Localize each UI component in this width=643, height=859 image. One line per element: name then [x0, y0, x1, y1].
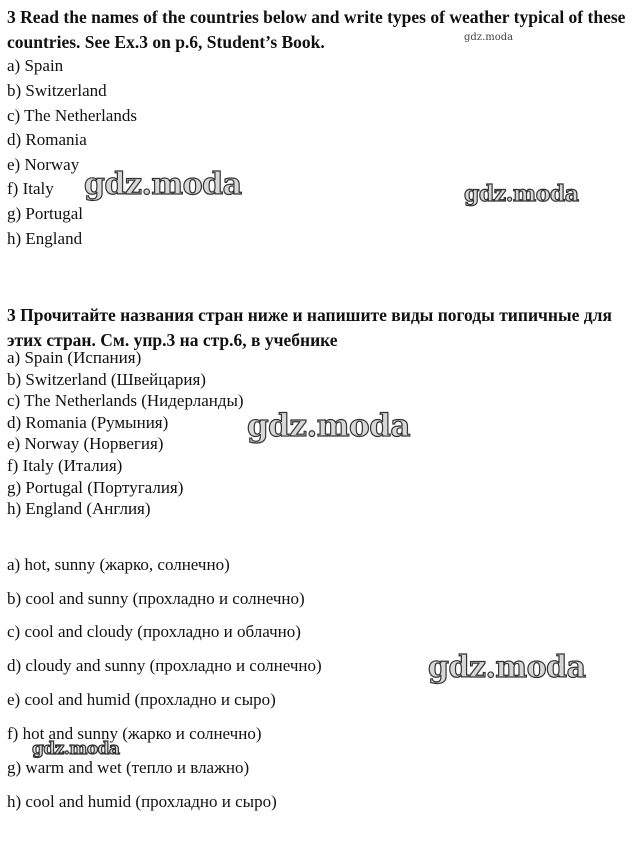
country-item-g: g) Portugal: [7, 204, 84, 223]
answer-g: g) warm and wet (тепло и влажно): [7, 758, 250, 777]
country-item-ru-d: d) Romania (Румыния): [7, 413, 169, 432]
answer-a: a) hot, sunny (жарко, солнечно): [7, 555, 230, 574]
country-item-ru-a: a) Spain (Испания): [7, 348, 142, 367]
country-item-e: e) Norway: [7, 155, 80, 174]
country-item-ru-b: b) Switzerland (Швейцария): [7, 370, 206, 389]
country-item-b: b) Switzerland: [7, 81, 107, 100]
watermark: gdz.moda: [32, 739, 120, 759]
answer-d: d) cloudy and sunny (прохладно и солнечно): [7, 656, 322, 675]
watermark: gdz.moda: [247, 408, 410, 444]
answer-c: c) cool and cloudy (прохладно и облачно): [7, 622, 301, 641]
country-item-f: f) Italy: [7, 179, 54, 198]
watermark: gdz.moda: [84, 167, 242, 202]
watermark: gdz.moda: [464, 181, 579, 207]
exercise-heading-russian: 3 Прочитайте названия стран ниже и напишите виды погоды типичные для этих стран. См. упр.3 на стр.6, в учебнике: [7, 305, 612, 350]
watermark-small: gdz.moda: [464, 32, 514, 43]
answer-b: b) cool and sunny (прохладно и солнечно): [7, 589, 305, 608]
country-item-d: d) Romania: [7, 130, 87, 149]
country-item-ru-f: f) Italy (Италия): [7, 456, 123, 475]
exercise-heading-english: 3 Read the names of the countries below and write types of weather typical of these countries. See Ex.3 on p.6, Student’s Book.: [7, 7, 626, 52]
answer-f: f) hot and sunny (жарко и солнечно): [7, 724, 262, 743]
country-item-c: c) The Netherlands: [7, 106, 137, 125]
watermark: gdz.moda: [428, 650, 586, 685]
country-item-ru-g: g) Portugal (Португалия): [7, 478, 184, 497]
country-item-ru-e: e) Norway (Норвегия): [7, 434, 164, 453]
country-item-ru-c: c) The Netherlands (Нидерланды): [7, 391, 244, 410]
country-item-ru-h: h) England (Англия): [7, 499, 151, 518]
answer-h: h) cool and humid (прохладно и сыро): [7, 792, 277, 811]
country-item-a: a) Spain: [7, 56, 64, 75]
country-item-h: h) England: [7, 229, 83, 248]
answer-e: e) cool and humid (прохладно и сыро): [7, 690, 276, 709]
